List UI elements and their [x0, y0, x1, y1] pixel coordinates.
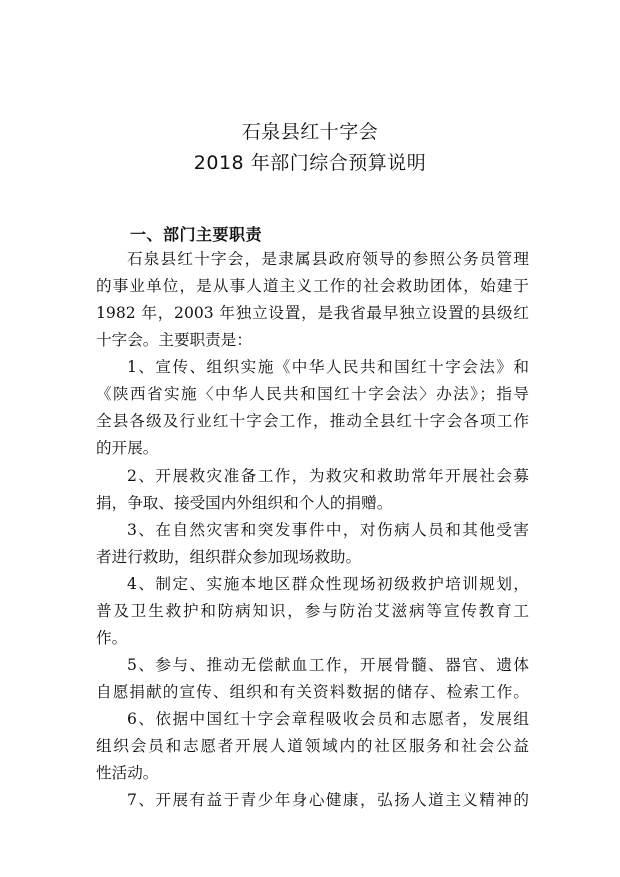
body-line: 性活动。: [96, 764, 159, 782]
body-line: 的事业单位，是从事人道主义工作的社会救助团体，始建于: [96, 277, 529, 295]
body-line: 2、开展救灾准备工作，为救灾和救助常年开展社会募: [127, 467, 529, 485]
body-line: 4、制定、实施本地区群众性现场初级救护培训规划，: [127, 575, 529, 593]
body-line: 5、参与、推动无偿献血工作，开展骨髓、器官、遗体: [127, 656, 529, 674]
body-line: 1、宣传、组织实施《中华人民共和国红十字会法》和: [127, 358, 529, 376]
section-heading: 一、部门主要职责: [130, 225, 263, 244]
body-line: 作。: [96, 629, 128, 647]
body-line: 十字会。主要职责是：: [96, 331, 252, 349]
body-line: 组织会员和志愿者开展人道领域内的社区服务和社会公益: [96, 737, 529, 755]
body-line: 7、开展有益于青少年身心健康，弘扬人道主义精神的: [127, 791, 529, 809]
body-line: 1982 年，2003 年独立设置，是我省最早独立设置的县级红: [96, 304, 529, 322]
body-line: 石泉县红十字会，是隶属县政府领导的参照公务员管理: [127, 250, 529, 268]
body-line: 自愿捐献的宣传、组织和有关资料数据的储存、检索工作。: [96, 683, 529, 701]
document-subtitle: 2018 年部门综合预算说明: [193, 152, 427, 174]
body-line: 者进行救助，组织群众参加现场救助。: [96, 548, 362, 566]
body-line: 3、在自然灾害和突发事件中，对伤病人员和其他受害: [127, 521, 529, 539]
body-line: 6、依据中国红十字会章程吸收会员和志愿者，发展组: [127, 710, 529, 728]
body-line: 捐，争取、接受国内外组织和个人的捐赠。: [96, 494, 393, 512]
body-line: 普及卫生救护和防病知识，参与防治艾滋病等宣传教育工: [96, 602, 529, 620]
document-title: 石泉县红十字会: [241, 121, 379, 143]
body-line: 《陕西省实施〈中华人民共和国红十字会法〉办法》；指导: [96, 385, 529, 403]
body-line: 全县各级及行业红十字会工作，推动全县红十字会各项工作: [96, 412, 529, 430]
body-line: 的开展。: [96, 439, 159, 457]
